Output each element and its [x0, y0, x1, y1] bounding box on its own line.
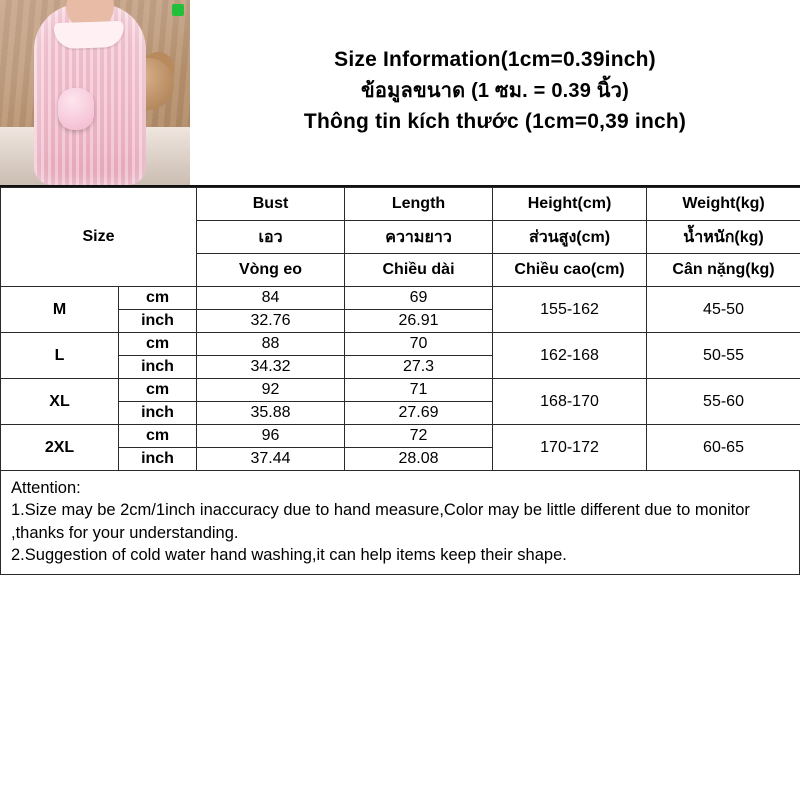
plush-bag-icon	[58, 88, 94, 130]
attention-block	[0, 471, 800, 575]
title-block	[190, 0, 800, 185]
size-header-cell: Size	[1, 188, 197, 287]
xl-bust-inch: 35.88	[197, 402, 345, 425]
table-header-row-en	[1, 188, 800, 221]
col-weight-th: น้ำหนัก(kg)	[647, 221, 800, 254]
col-bust-vi: Vòng eo	[197, 254, 345, 287]
m-weight: 45-50	[647, 287, 800, 333]
row-size-l: L	[1, 333, 119, 379]
col-height-vi: Chiều cao(cm)	[493, 254, 647, 287]
col-weight-en: Weight(kg)	[647, 188, 800, 221]
xxl-length-inch: 28.08	[345, 448, 493, 471]
title-thai: ข้อมูลขนาด (1 ซม. = 0.39 นิ้ว)	[361, 79, 629, 102]
title-vietnamese: Thông tin kích thước (1cm=0,39 inch)	[303, 109, 687, 133]
col-height-th: ส่วนสูง(cm)	[493, 221, 647, 254]
row-size-xl: XL	[1, 379, 119, 425]
table-row	[1, 425, 800, 448]
table-row	[1, 287, 800, 310]
unit-inch: inch	[119, 448, 197, 471]
row-size-2xl: 2XL	[1, 425, 119, 471]
unit-cm: cm	[119, 287, 197, 310]
size-table	[0, 187, 800, 471]
unit-inch: inch	[119, 356, 197, 379]
col-bust-en: Bust	[197, 188, 345, 221]
l-height: 162-168	[493, 333, 647, 379]
title-english: Size Information(1cm=0.39inch)	[334, 48, 656, 72]
l-weight: 50-55	[647, 333, 800, 379]
xxl-height: 170-172	[493, 425, 647, 471]
green-badge-icon	[172, 4, 184, 16]
row-size-m: M	[1, 287, 119, 333]
unit-inch: inch	[119, 402, 197, 425]
l-bust-inch: 34.32	[197, 356, 345, 379]
col-bust-th: เอว	[197, 221, 345, 254]
xl-weight: 55-60	[647, 379, 800, 425]
attention-line-1: 1.Size may be 2cm/1inch inaccuracy due to hand measure,Color may be little different due to monitor ,thanks for your understanding.	[11, 501, 750, 542]
col-weight-vi: Cân nặng(kg)	[647, 254, 800, 287]
attention-heading: Attention:	[11, 479, 81, 497]
header-band	[0, 0, 800, 187]
table-row	[1, 333, 800, 356]
col-length-vi: Chiều dài	[345, 254, 493, 287]
m-bust-cm: 84	[197, 287, 345, 310]
m-length-cm: 69	[345, 287, 493, 310]
attention-line-2: 2.Suggestion of cold water hand washing,it can help items keep their shape.	[11, 545, 567, 564]
xl-height: 168-170	[493, 379, 647, 425]
unit-inch: inch	[119, 310, 197, 333]
col-length-th: ความยาว	[345, 221, 493, 254]
product-photo	[0, 0, 190, 185]
col-length-en: Length	[345, 188, 493, 221]
col-height-en: Height(cm)	[493, 188, 647, 221]
m-length-inch: 26.91	[345, 310, 493, 333]
unit-cm: cm	[119, 379, 197, 402]
xxl-bust-inch: 37.44	[197, 448, 345, 471]
table-row	[1, 379, 800, 402]
m-height: 155-162	[493, 287, 647, 333]
xl-length-inch: 27.69	[345, 402, 493, 425]
unit-cm: cm	[119, 425, 197, 448]
xxl-length-cm: 72	[345, 425, 493, 448]
xl-bust-cm: 92	[197, 379, 345, 402]
l-bust-cm: 88	[197, 333, 345, 356]
m-bust-inch: 32.76	[197, 310, 345, 333]
l-length-cm: 70	[345, 333, 493, 356]
xxl-bust-cm: 96	[197, 425, 345, 448]
xl-length-cm: 71	[345, 379, 493, 402]
l-length-inch: 27.3	[345, 356, 493, 379]
xxl-weight: 60-65	[647, 425, 800, 471]
unit-cm: cm	[119, 333, 197, 356]
